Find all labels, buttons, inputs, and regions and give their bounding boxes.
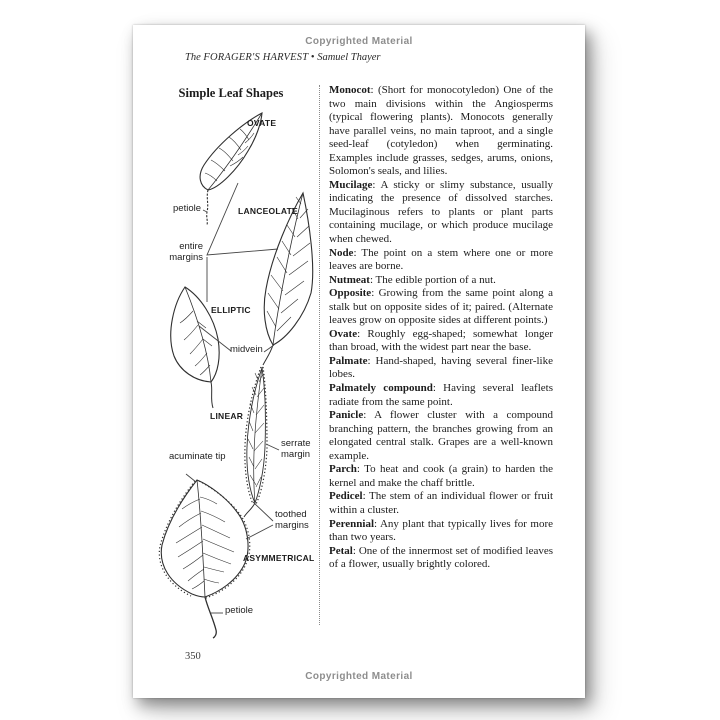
label-elliptic: ELLIPTIC — [211, 305, 251, 315]
figure-heading: Simple Leaf Shapes — [178, 86, 284, 100]
page-number: 350 — [185, 651, 201, 662]
glossary-term: Monocot — [329, 84, 371, 96]
glossary-entry — [329, 84, 553, 179]
glossary-term: Petal — [329, 544, 353, 557]
annotation-acuminate-tip: acuminate tip — [169, 451, 226, 462]
glossary-definition: : Roughly egg-shaped; somewhat longer than broad, with the widest part near the base. — [329, 327, 553, 354]
glossary-definition: : Growing from the same point along a stalk but on opposite sides of it; paired. (Alternate leaves grow on opposite sides at different points.) — [329, 287, 553, 327]
glossary-term: Palmately compound — [329, 382, 433, 395]
lanceolate-leaf-drawing — [263, 193, 313, 365]
glossary-entry — [329, 382, 553, 409]
glossary-term: Panicle — [329, 409, 364, 422]
annotation-midvein: midvein — [230, 344, 263, 355]
glossary-entry — [329, 545, 553, 572]
glossary-term: Palmate — [329, 354, 368, 367]
glossary-definition: : (Short for monocotyledon) One of the two main divisions within the Angiosperms (typical flowering plants). Monocots generally have parallel veins, no main taproot, and a single seed-leaf (cotyledon) when germinating. Examples include grasses, sedges, arums, onions, Solomon's seals, and lilies. — [329, 84, 553, 178]
separator-dot: • — [310, 52, 315, 63]
annotation-petiole-bottom: petiole — [225, 605, 253, 616]
label-asymmetrical: ASYMMETRICAL — [243, 553, 315, 563]
glossary-entry — [329, 518, 553, 545]
glossary-term: Opposite — [329, 287, 372, 300]
label-ovate: OVATE — [247, 118, 277, 128]
annotation-entire-margins: entire margins — [169, 241, 203, 263]
column-divider — [319, 85, 320, 625]
glossary-entry — [329, 179, 553, 247]
glossary-definition: : To heat and cook (a grain) to harden the kernel and make the chaff brittle. — [329, 463, 553, 489]
glossary-entry — [329, 328, 553, 355]
label-lanceolate: LANCEOLATE — [238, 206, 298, 216]
glossary-definition: : A sticky or slimy substance, usually indicating the presence of dissolved starches. Mucilaginous refers to plants or plant parts containing mucilage, or which produce mucilage when chewed. — [329, 178, 553, 246]
glossary-definition: : A flower cluster with a compound branching pattern, the branches growing from an elongated central stalk. Grapes are a well-known example. — [329, 409, 553, 462]
glossary-column — [329, 84, 553, 572]
running-head-prefix: The — [185, 52, 201, 63]
glossary-term: Perennial — [329, 517, 375, 530]
glossary-definition: : Hand-shaped, having several finer-like lobes. — [329, 354, 553, 381]
glossary-term: Pedicel — [329, 490, 363, 503]
glossary-definition: : Any plant that typically lives for more than two years. — [329, 517, 553, 544]
copyright-notice-top: Copyrighted Material — [305, 36, 413, 47]
author-name: Samuel Thayer — [317, 52, 381, 63]
annotation-serrate-margin: serrate margin — [281, 438, 311, 460]
glossary-definition: : The point on a stem where one or more leaves are borne. — [329, 246, 553, 273]
linear-leaf-drawing — [244, 367, 267, 517]
annotation-toothed-margins: toothed margins — [275, 509, 309, 531]
glossary-entry — [329, 247, 553, 274]
leaf-shapes-figure — [145, 105, 317, 650]
glossary-definition: : Having several leaflets radiate from the same point. — [329, 382, 553, 408]
glossary-entry — [329, 409, 553, 463]
glossary-definition: : One of the innermost set of modified leaves of a flower, usually brightly colored. — [329, 544, 553, 571]
glossary-term: Nutmeat — [329, 273, 370, 286]
asymmetrical-petiole — [205, 597, 216, 638]
glossary-definition: : The edible portion of a nut. — [369, 273, 496, 286]
glossary-term: Parch — [329, 463, 357, 476]
glossary-term: Node — [329, 246, 354, 259]
leaf-diagram — [145, 105, 317, 650]
glossary-entry — [329, 490, 553, 517]
ovate-petiole — [207, 190, 208, 225]
annotation-petiole-top: petiole — [173, 203, 201, 214]
label-linear: LINEAR — [210, 411, 244, 421]
glossary-term: Ovate — [329, 327, 358, 340]
glossary-entry — [329, 463, 553, 490]
glossary-entry — [329, 274, 553, 288]
glossary-definition: : The stem of an individual flower or fruit within a cluster. — [329, 490, 553, 516]
book-title: FORAGER'S HARVEST — [203, 52, 309, 63]
glossary-term: Mucilage — [329, 178, 373, 191]
glossary-entry — [329, 287, 553, 328]
glossary-entry — [329, 355, 553, 382]
running-head — [185, 52, 381, 63]
copyright-notice-bottom: Copyrighted Material — [305, 671, 413, 682]
book-page — [133, 25, 585, 698]
